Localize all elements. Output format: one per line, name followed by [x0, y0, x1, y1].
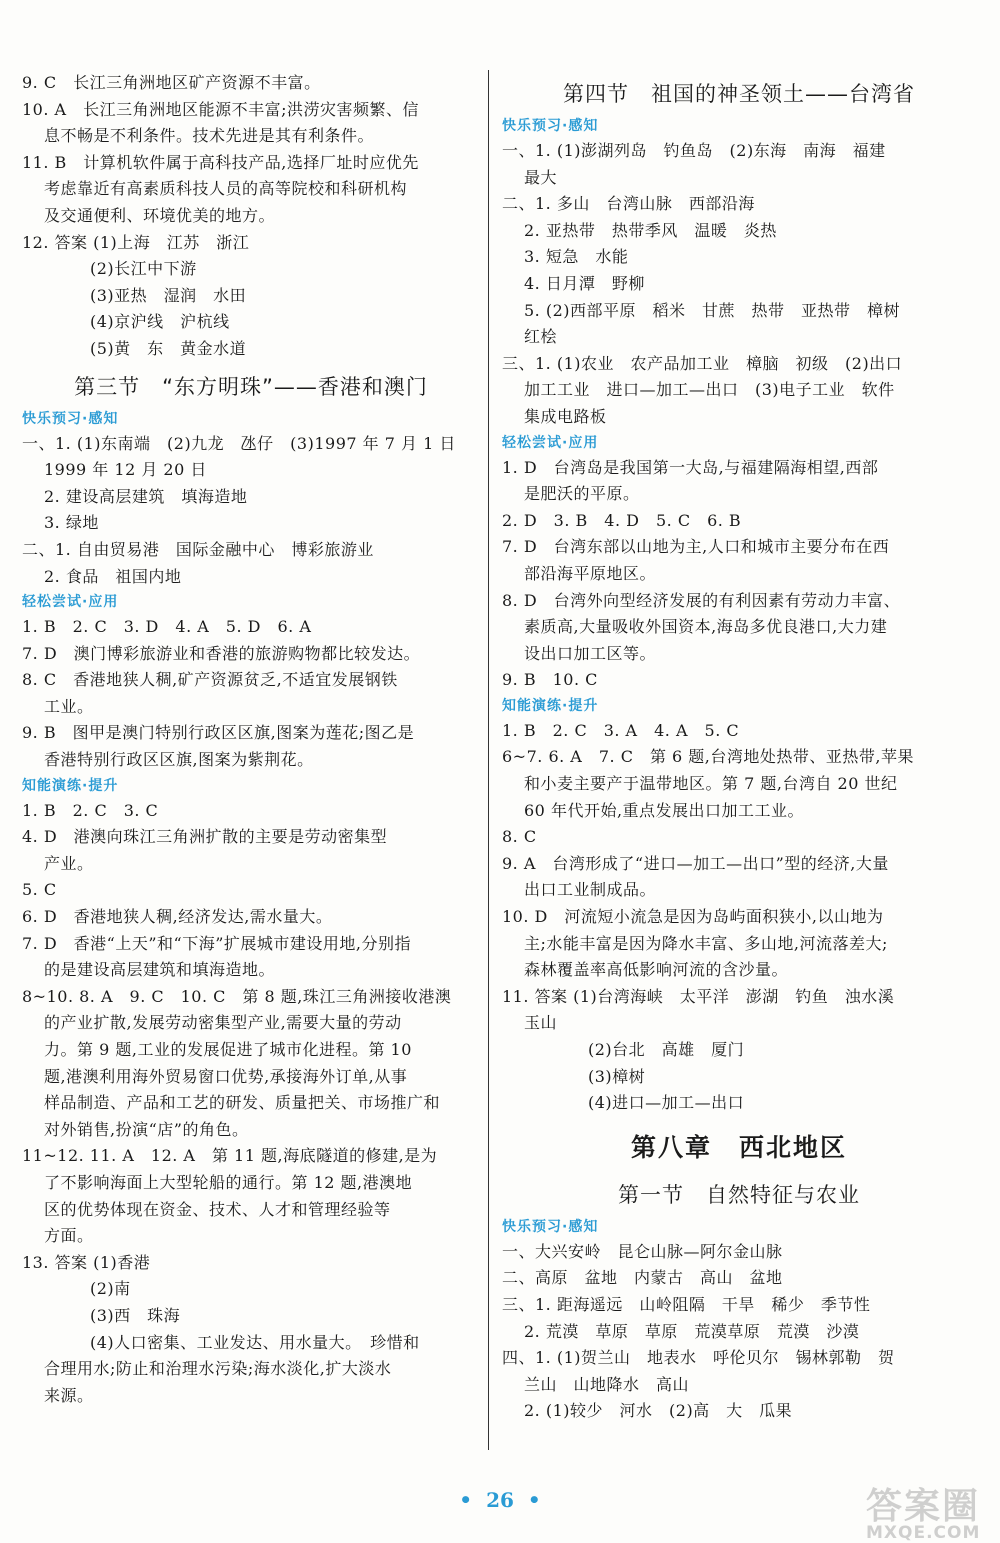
answer-line: 区的优势体现在资金、技术、人才和管理经验等: [44, 1199, 391, 1219]
answer-line: 10. A 长江三角洲地区能源不丰富;洪涝灾害频繁、信: [22, 99, 419, 119]
answer-line: 1. B 2. C 3. C: [22, 800, 159, 820]
answer-line: 2. 荒漠 草原 草原 荒漠草原 荒漠 沙漠: [524, 1321, 860, 1341]
answer-line: 4. 日月潭 野柳: [524, 273, 645, 293]
answer-line: 最大: [524, 167, 558, 187]
section-heading: 第一节 自然特征与农业: [618, 1182, 860, 1207]
answer-line: 6. D 香港地狭人稠,经济发达,需水量大。: [22, 907, 333, 927]
page-number: • 26 •: [459, 1488, 541, 1512]
answer-line: 一、1. (1)澎湖列岛 钓鱼岛 (2)东海 南海 福建: [502, 141, 886, 160]
answer-line: 了不影响海面上大型轮船的通行。第 12 题,港澳地: [44, 1172, 413, 1192]
answer-line: 2. 亚热带 热带季风 温暖 炎热: [524, 220, 777, 240]
right-column: [502, 70, 976, 1425]
answer-line: 合理用水;防止和治理水污染;海水淡化,扩大淡水: [44, 1359, 392, 1379]
answer-line: 主;水能丰富是因为降水丰富、多山地,河流落差大;: [524, 933, 888, 953]
answer-line: 二、高原 盆地 内蒙古 高山 盆地: [502, 1268, 783, 1288]
subsection-label: 知能演练·提升: [502, 697, 599, 714]
answer-line: 考虑靠近有高素质科技人员的高等院校和科研机构: [44, 179, 408, 199]
watermark-logo: [866, 1478, 986, 1543]
answer-line: 对外销售,扮演“店”的角色。: [44, 1119, 249, 1139]
subsection-label: 知能演练·提升: [22, 777, 119, 794]
answer-line: 题,港澳利用海外贸易窗口优势,承接海外订单,从事: [44, 1066, 408, 1086]
answer-line: 11~12. 11. A 12. A 第 11 题,海底隧道的修建,是为: [22, 1146, 438, 1166]
answer-line: 样品制造、产品和工艺的研发、质量把关、市场推广和: [44, 1093, 441, 1113]
answer-line: 香港特别行政区区旗,图案为紫荆花。: [44, 750, 314, 770]
answer-line: 红桧: [524, 327, 558, 347]
answer-line: 10. D 河流短小流急是因为岛屿面积狭小,以山地为: [502, 907, 884, 927]
chapter-heading: 第八章 西北地区: [630, 1132, 847, 1162]
answer-line: (2)长江中下游: [90, 259, 197, 279]
subsection-label: 快乐预习·感知: [22, 410, 119, 427]
section-heading: 第三节 “东方明珠”——香港和澳门: [74, 374, 428, 399]
answer-line: 1999 年 12 月 20 日: [44, 460, 207, 480]
answer-line: 来源。: [44, 1385, 94, 1405]
answer-line: 一、1. (1)东南端 (2)九龙 氹仔 (3)1997 年 7 月 1 日: [22, 433, 456, 453]
answer-line: 2. 建设高层建筑 填海造地: [44, 486, 248, 506]
section-heading: 第四节 祖国的神圣领土——台湾省: [563, 82, 915, 106]
answer-line: 产业。: [44, 853, 94, 873]
subsection-label: 轻松尝试·应用: [502, 434, 599, 451]
page-number-value: 26: [486, 1488, 514, 1512]
answer-line: 设出口加工区等。: [524, 643, 657, 663]
answer-line: 和小麦主要产于温带地区。第 7 题,台湾自 20 世纪: [524, 774, 898, 794]
answer-line: 二、1. 多山 台湾山脉 西部沿海: [502, 194, 755, 214]
answer-line: (4)进口—加工—出口: [588, 1093, 745, 1113]
answer-line: 是肥沃的平原。: [524, 484, 640, 504]
answer-line: (4)京沪线 沪杭线: [90, 312, 230, 332]
answer-line: 2. D 3. B 4. D 5. C 6. B: [502, 510, 742, 530]
answer-line: 部沿海平原地区。: [524, 563, 657, 583]
answer-line: 8. C 香港地狭人稠,矿产资源贫乏,不适宜发展钢铁: [22, 670, 398, 690]
answer-line: 60 年代开始,重点发展出口加工工业。: [524, 800, 805, 820]
answer-line: 及交通便利、环境优美的地方。: [44, 205, 276, 225]
column-divider: [488, 70, 489, 1450]
answer-line: 8. D 台湾外向型经济发展的有利因素有劳动力丰富、: [502, 590, 901, 610]
answer-line: 8. C: [502, 827, 537, 847]
answer-line: 7. D 澳门博彩旅游业和香港的旅游购物都比较发达。: [22, 643, 421, 663]
left-column: [22, 70, 480, 1409]
answer-line: 6~7. 6. A 7. C 第 6 题,台湾地处热带、亚热带,苹果: [502, 747, 914, 767]
answer-line: 9. C 长江三角洲地区矿产资源不丰富。: [22, 73, 321, 92]
answer-line: (3)西 珠海: [90, 1305, 181, 1325]
answer-line: 8~10. 8. A 9. C 10. C 第 8 题,珠江三角洲接收港澳: [22, 986, 452, 1006]
answer-line: 三、1. (1)农业 农产品加工业 樟脑 初级 (2)出口: [502, 353, 903, 373]
answer-line: 力。第 9 题,工业的发展促进了城市化进程。第 10: [44, 1040, 412, 1059]
answer-line: 方面。: [44, 1226, 94, 1246]
subsection-label: 快乐预习·感知: [502, 1218, 599, 1235]
answer-line: 3. 短急 水能: [524, 247, 629, 267]
answer-line: (3)亚热 湿润 水田: [90, 285, 247, 305]
answer-line: 森林覆盖率高低影响河流的含沙量。: [524, 960, 789, 980]
answer-line: 玉山: [524, 1013, 558, 1033]
answer-line: 三、1. 距海遥远 山岭阻隔 干旱 稀少 季节性: [502, 1294, 871, 1314]
answer-line: 3. 绿地: [44, 513, 99, 533]
answer-line: 2. 食品 祖国内地: [44, 566, 182, 586]
answer-line: 13. 答案 (1)香港: [22, 1252, 151, 1272]
answer-line: (5)黄 东 黄金水道: [90, 338, 247, 358]
answer-line: 的是建设高层建筑和填海造地。: [44, 960, 276, 980]
answer-line: 素质高,大量吸收外国资本,海岛多优良港口,大力建: [524, 617, 888, 637]
watermark-url: MXQE.COM: [866, 1523, 981, 1543]
answer-line: 5. C: [22, 880, 57, 900]
answer-line: 7. D 台湾东部以山地为主,人口和城市主要分布在西: [502, 537, 890, 557]
answer-line: 12. 答案 (1)上海 江苏 浙江: [22, 232, 250, 252]
answer-line: 四、1. (1)贺兰山 地表水 呼伦贝尔 锡林郭勒 贺: [502, 1348, 895, 1368]
answer-line: 11. B 计算机软件属于高科技产品,选择厂址时应优先: [22, 152, 419, 172]
answer-line: 5. (2)西部平原 稻米 甘蔗 热带 亚热带 樟树: [524, 300, 901, 320]
subsection-label: 快乐预习·感知: [502, 118, 599, 134]
answer-line: 2. (1)较少 河水 (2)高 大 瓜果: [524, 1401, 793, 1421]
answer-line: 1. D 台湾岛是我国第一大岛,与福建隔海相望,西部: [502, 457, 879, 477]
answer-line: (2)南: [90, 1279, 131, 1299]
watermark-text: 答案圈: [866, 1486, 981, 1527]
answer-line: 9. B 图甲是澳门特别行政区区旗,图案为莲花;图乙是: [22, 723, 415, 743]
answer-line: 工业。: [44, 696, 94, 716]
answer-line: 兰山 山地降水 高山: [524, 1374, 690, 1394]
answer-line: 加工工业 进口—加工—出口 (3)电子工业 软件: [524, 380, 895, 400]
answer-line: 1. B 2. C 3. D 4. A 5. D 6. A: [22, 617, 312, 637]
answer-line: (4)人口密集、工业发达、用水量大。 珍惜和: [90, 1332, 420, 1352]
answer-line: 集成电路板: [524, 406, 607, 426]
answer-line: 息不畅是不利条件。技术先进是其有利条件。: [44, 126, 375, 146]
answer-line: 的产业扩散,发展劳动密集型产业,需要大量的劳动: [44, 1013, 402, 1033]
subsection-label: 轻松尝试·应用: [22, 594, 119, 611]
answer-line: 二、1. 自由贸易港 国际金融中心 博彩旅游业: [22, 539, 374, 559]
answer-line: 7. D 香港“上天”和“下海”扩展城市建设用地,分别指: [22, 933, 411, 953]
answer-line: 9. A 台湾形成了“进口—加工—出口”型的经济,大量: [502, 853, 889, 873]
answer-line: 1. B 2. C 3. A 4. A 5. C: [502, 720, 740, 740]
answer-line: 出口工业制成品。: [524, 880, 657, 900]
answer-line: (2)台北 高雄 厦门: [588, 1040, 745, 1059]
answer-line: 11. 答案 (1)台湾海峡 太平洋 澎湖 钓鱼 浊水溪: [502, 986, 895, 1006]
answer-line: (3)樟树: [588, 1066, 646, 1086]
answer-line: 9. B 10. C: [502, 670, 598, 690]
answer-line: 4. D 港澳向珠江三角洲扩散的主要是劳动密集型: [22, 827, 388, 847]
answer-line: 一、大兴安岭 昆仑山脉—阿尔金山脉: [502, 1241, 783, 1261]
